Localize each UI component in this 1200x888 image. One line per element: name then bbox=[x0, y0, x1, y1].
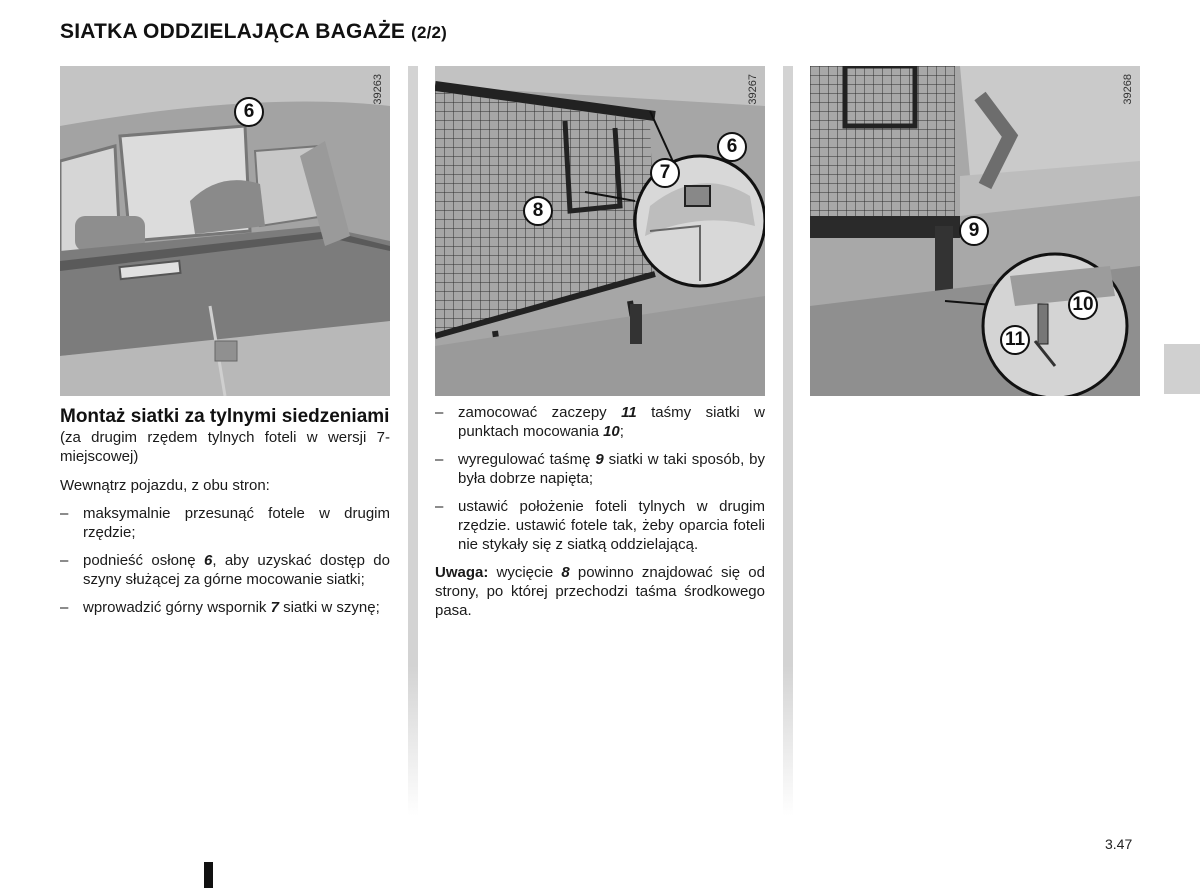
callout-8: 8 bbox=[523, 196, 553, 226]
list-item bbox=[60, 551, 390, 589]
title-main: SIATKA ODDZIELAJĄCA BAGAŻE bbox=[60, 20, 406, 43]
note-paragraph bbox=[435, 563, 765, 620]
column-divider bbox=[408, 66, 418, 816]
title-part: (2/2) bbox=[411, 23, 448, 42]
callout-9: 9 bbox=[959, 216, 989, 246]
figure-code: 39263 bbox=[372, 74, 384, 105]
item-ref: 6 bbox=[203, 552, 213, 569]
item-ref: 7 bbox=[270, 599, 279, 616]
figure-code: 39268 bbox=[1122, 74, 1134, 105]
intro-text: Wewnątrz pojazdu, z obu stron: bbox=[60, 477, 270, 494]
list-item bbox=[60, 598, 390, 617]
item-ref: 11 bbox=[621, 404, 637, 421]
left-text-column bbox=[60, 405, 390, 626]
item-text: podnieść osłonę bbox=[83, 552, 204, 569]
page-title bbox=[60, 20, 447, 44]
callout-7: 7 bbox=[650, 158, 680, 188]
note-ref: 8 bbox=[561, 564, 570, 581]
list-item bbox=[435, 497, 765, 554]
step-list bbox=[435, 403, 765, 554]
step-list bbox=[60, 504, 390, 617]
item-text: siatki w taki sposób, by była dobrze napięta; bbox=[458, 451, 765, 487]
section-subnote: (za drugim rzędem tylnych foteli w wersji 7-miejscowej) bbox=[60, 429, 390, 465]
callout-11: 11 bbox=[1000, 325, 1030, 355]
note-text: powinno znajdować się od strony, po której przechodzi taśma środkowego pasa. bbox=[435, 564, 765, 619]
page-number: 3.47 bbox=[1105, 836, 1133, 852]
net-illustration bbox=[435, 66, 765, 396]
note-text: wycięcie bbox=[488, 564, 562, 581]
item-text: ustawić położenie foteli tylnych w drugim rzędzie. ustawić fotele tak, żeby oparcia foteli nie stykały się z siatką oddzielającą. bbox=[458, 498, 765, 553]
item-text: taśmy siatki w punktach mocowania bbox=[458, 404, 766, 440]
list-item bbox=[435, 403, 765, 441]
section-heading: Montaż siatki za tylnymi siedzeniami bbox=[60, 406, 390, 427]
list-item bbox=[60, 504, 390, 542]
item-text: ; bbox=[619, 423, 624, 440]
trunk-illustration bbox=[60, 66, 390, 396]
item-text: zamocować zaczepy bbox=[458, 404, 622, 421]
callout-6: 6 bbox=[717, 132, 747, 162]
item-text: siatki w szynę; bbox=[278, 599, 380, 616]
note-label: Uwaga: bbox=[435, 564, 489, 581]
item-text: wprowadzić górny wspornik bbox=[83, 599, 271, 616]
column-divider bbox=[783, 66, 793, 816]
figure-trunk-cover bbox=[60, 66, 390, 396]
item-text: wyregulować taśmę bbox=[458, 451, 596, 468]
chapter-tab bbox=[1164, 344, 1200, 394]
callout-6: 6 bbox=[234, 97, 264, 127]
item-ref: 10 bbox=[603, 423, 620, 440]
figure-net-upper-mount bbox=[435, 66, 765, 396]
figure-net-strap bbox=[810, 66, 1140, 396]
item-text: maksymalnie przesunąć fotele w drugim rzędzie; bbox=[83, 505, 390, 541]
item-text: , aby uzyskać dostęp do szyny służącej za górne mocowanie siatki; bbox=[83, 552, 390, 588]
item-ref: 9 bbox=[595, 451, 604, 468]
figure-code: 39267 bbox=[747, 74, 759, 105]
edge-mark bbox=[204, 862, 213, 888]
middle-text-column bbox=[435, 403, 765, 629]
list-item bbox=[435, 450, 765, 488]
callout-10: 10 bbox=[1068, 290, 1098, 320]
